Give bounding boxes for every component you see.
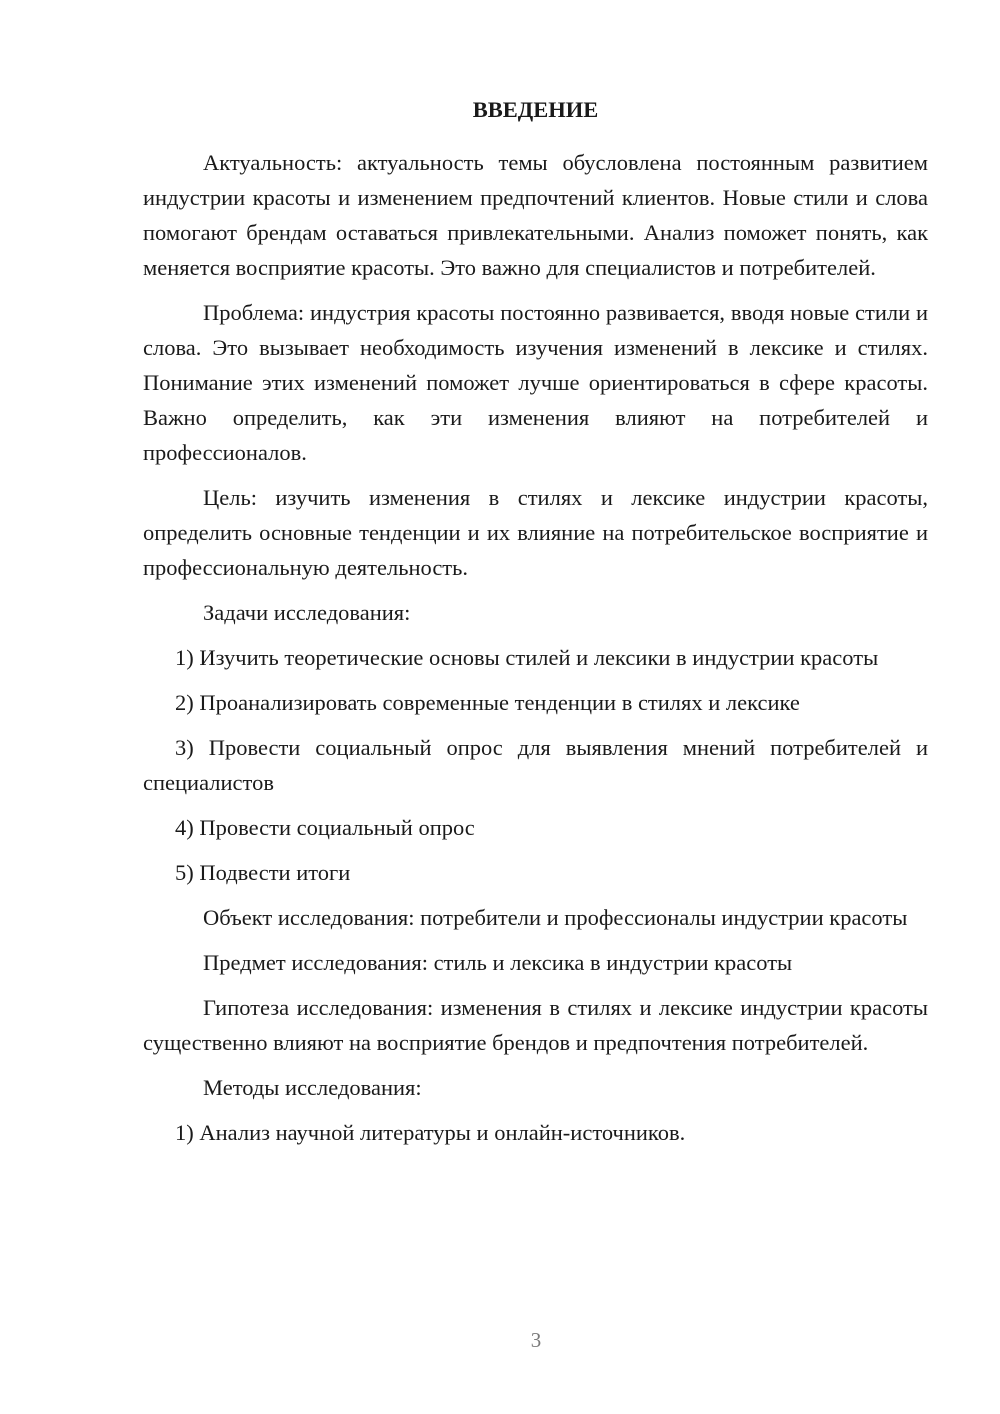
- goal-paragraph: Цель: изучить изменения в стилях и лексике индустрии красоты, определить основные тенденции и их влияние на потребительское восприятие и профессиональную деятельность.: [143, 485, 928, 580]
- tasks-list: [143, 640, 928, 890]
- page-number: 3: [530, 1328, 542, 1352]
- list-item: 5) Подвести итоги: [175, 860, 351, 885]
- list-item: 4) Провести социальный опрос: [175, 815, 475, 840]
- list-item: 2) Проанализировать современные тенденции в стилях и лексике: [175, 690, 800, 715]
- hypothesis-paragraph: Гипотеза исследования: изменения в стилях и лексике индустрии красоты существенно влияют на восприятие брендов и предпочтения потребителей.: [143, 995, 928, 1055]
- relevance-paragraph: Актуальность: актуальность темы обусловлена постоянным развитием индустрии красоты и изменением предпочтений клиентов. Новые стили и слова помогают брендам оставаться привлекательными. Анализ поможет понять, как меняется восприятие красоты. Это важно для специалистов и потребителей.: [143, 150, 928, 280]
- methods-heading: Методы исследования:: [203, 1075, 422, 1100]
- page-content: [143, 92, 928, 1160]
- page-title: ВВЕДЕНИЕ: [472, 97, 599, 122]
- list-item: 1) Изучить теоретические основы стилей и лексики в индустрии красоты: [175, 645, 879, 670]
- methods-list: [143, 1115, 928, 1150]
- problem-paragraph: Проблема: индустрия красоты постоянно развивается, вводя новые стили и слова. Это вызывает необходимость изучения изменений в лексике и стилях. Понимание этих изменений поможет лучше ориентироваться в сфере красоты. Важно определить, как эти изменения влияют на потребителей и профессионалов.: [143, 300, 928, 465]
- list-item: 3) Провести социальный опрос для выявления мнений потребителей и специалистов: [143, 735, 928, 795]
- tasks-heading: Задачи исследования:: [203, 600, 411, 625]
- subject-paragraph: Предмет исследования: стиль и лексика в индустрии красоты: [203, 950, 793, 975]
- list-item: 1) Анализ научной литературы и онлайн-источников.: [175, 1120, 686, 1145]
- object-paragraph: Объект исследования: потребители и профессионалы индустрии красоты: [203, 905, 908, 930]
